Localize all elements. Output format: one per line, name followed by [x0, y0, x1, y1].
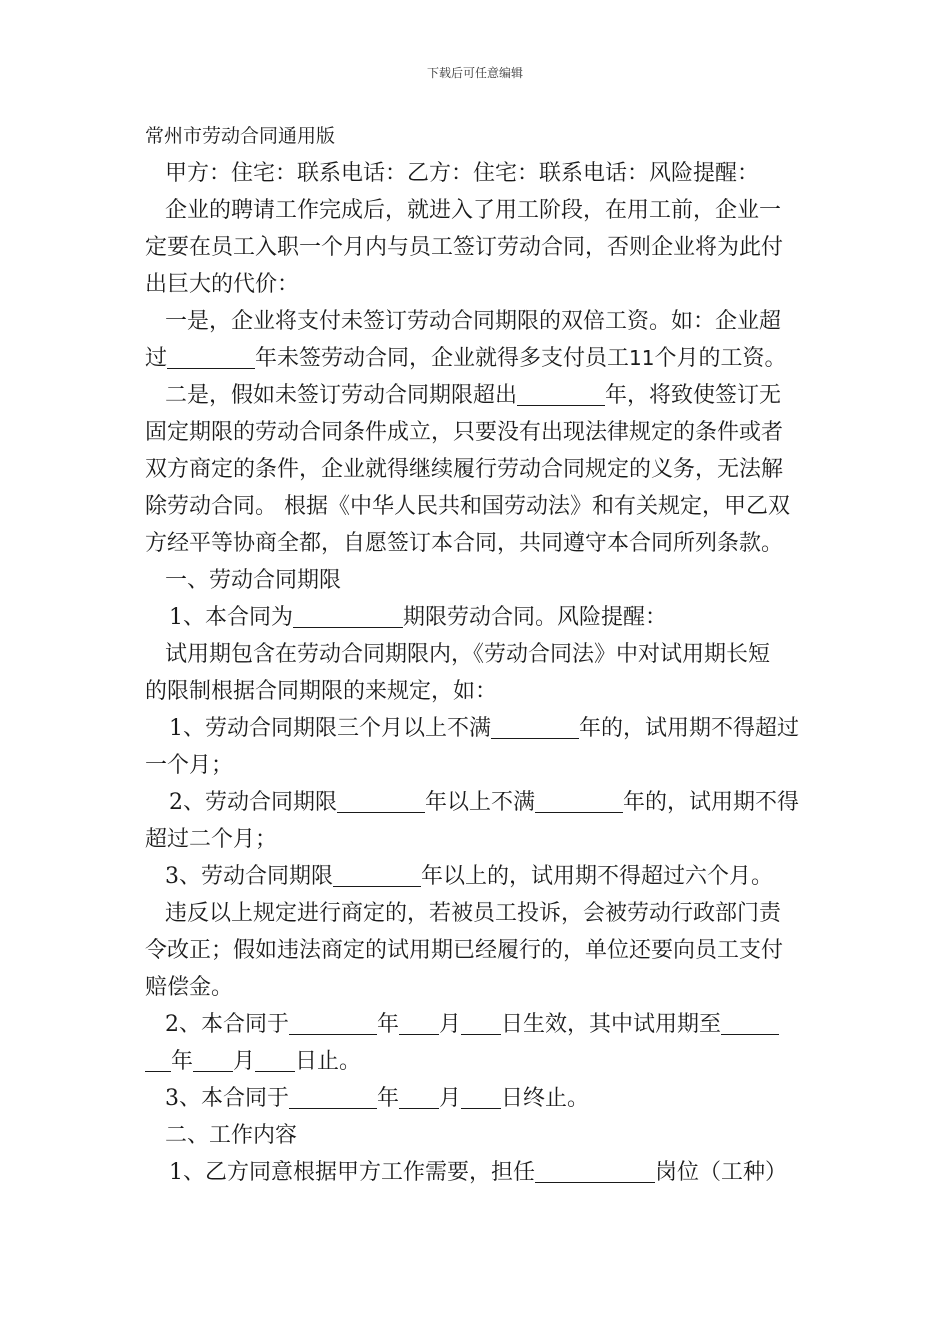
rule-2-line-1: [145, 784, 813, 821]
blank-field[interactable]: [145, 1047, 171, 1072]
blank-field[interactable]: [293, 603, 403, 628]
blank-field[interactable]: [535, 788, 623, 813]
blank-field[interactable]: [193, 1047, 233, 1072]
text-fragment: 月: [439, 1012, 462, 1037]
text-fragment: 年，将致使签订无: [605, 383, 782, 408]
section2-heading: 二、工作内容: [165, 1123, 298, 1148]
text-fragment: 2、本合同于: [165, 1012, 289, 1037]
text-fragment: 年: [171, 1049, 194, 1074]
violation-line-2: 令改正；假如违法商定的试用期已经履行的，单位还要向员工支付: [145, 938, 784, 963]
point2-line-3: 双方商定的条件，企业就得继续履行劳动合同规定的义务，无法解: [145, 457, 784, 482]
header-note: 下载后可任意编辑: [426, 66, 523, 80]
text-fragment: 月: [439, 1086, 462, 1111]
text-fragment: 3、劳动合同期限: [165, 864, 333, 889]
blank-field[interactable]: [461, 1010, 501, 1035]
probation-note-line-2: 的限制根据合同期限的来规定，如：: [145, 679, 498, 704]
intro-line-3: 出巨大的代价：: [145, 272, 300, 297]
rule-1-line-2: 一个月；: [145, 753, 234, 778]
text-fragment: 个月的工资。: [654, 346, 787, 371]
document-title: 常州市劳动合同通用版: [145, 125, 336, 147]
text-fragment: 日止。: [295, 1049, 362, 1074]
blank-field[interactable]: [399, 1084, 439, 1109]
text-fragment: 年: [377, 1012, 400, 1037]
text-fragment: 日生效，其中试用期至: [501, 1012, 722, 1037]
intro-line-2: 定要在员工入职一个月内与员工签订劳动合同，否则企业将为此付: [145, 235, 784, 260]
blank-field[interactable]: [333, 862, 421, 887]
point2-line-4: 除劳动合同。 根据《中华人民共和国劳动法》和有关规定，甲乙双: [145, 494, 790, 519]
clause-1-3: [145, 1080, 813, 1117]
blank-field[interactable]: [491, 714, 579, 739]
rule-2-line-2: 超过二个月；: [145, 827, 278, 852]
clause-2-1: [145, 1154, 813, 1191]
text-fragment: 1、劳动合同期限三个月以上不满: [169, 716, 491, 741]
text-fragment: 3、本合同于: [165, 1086, 289, 1111]
text-fragment: 年未签劳动合同，企业就得多支付员工: [255, 346, 630, 371]
text-fragment: 日终止。: [501, 1086, 590, 1111]
parties-line: 甲方：住宅：联系电话：乙方：住宅：联系电话：风险提醒：: [165, 161, 760, 186]
point1-line-1: 一是，企业将支付未签订劳动合同期限的双倍工资。如：企业超: [165, 309, 782, 334]
rule-3: [145, 858, 813, 895]
blank-field[interactable]: [289, 1084, 377, 1109]
number-text: 11: [629, 346, 655, 370]
clause-1-2-line-2: [145, 1043, 813, 1080]
blank-field[interactable]: [399, 1010, 439, 1035]
blank-field[interactable]: [517, 381, 605, 406]
violation-line-1: 违反以上规定进行商定的，若被员工投诉，会被劳动行政部门责: [165, 901, 782, 926]
text-fragment: 年以上不满: [425, 790, 536, 815]
point1-line-2: [145, 340, 813, 377]
blank-field[interactable]: [289, 1010, 377, 1035]
text-fragment: 年的，试用期不得: [623, 790, 800, 815]
point2-line-5: 方经平等协商全都，自愿签订本合同，共同遵守本合同所列条款。: [145, 531, 784, 556]
blank-field[interactable]: [337, 788, 425, 813]
text-fragment: 1、乙方同意根据甲方工作需要，担任: [169, 1160, 535, 1185]
blank-field[interactable]: [535, 1158, 655, 1183]
document-body: [145, 118, 813, 1191]
clause-1-2-line-1: [145, 1006, 813, 1043]
blank-field[interactable]: [721, 1010, 779, 1035]
point2-line-1: [145, 377, 813, 414]
text-fragment: 年以上的，试用期不得超过六个月。: [421, 864, 774, 889]
clause-1-1: [145, 599, 813, 636]
blank-field[interactable]: [255, 1047, 295, 1072]
text-fragment: 过: [145, 346, 168, 371]
blank-field[interactable]: [167, 344, 255, 369]
rule-1-line-1: [145, 710, 813, 747]
text-fragment: 月: [233, 1049, 256, 1074]
point2-line-2: 固定期限的劳动合同条件成立，只要没有出现法律规定的条件或者: [145, 420, 784, 445]
text-fragment: 1、本合同为: [169, 605, 293, 630]
probation-note-line-1: 试用期包含在劳动合同期限内，《劳动合同法》中对试用期长短: [165, 642, 771, 667]
section1-heading: 一、劳动合同期限: [165, 568, 342, 593]
intro-line-1: 企业的聘请工作完成后，就进入了用工阶段，在用工前，企业一: [165, 198, 782, 223]
blank-field[interactable]: [461, 1084, 501, 1109]
text-fragment: 二是，假如未签订劳动合同期限超出: [165, 383, 518, 408]
text-fragment: 年的，试用期不得超过: [579, 716, 800, 741]
violation-line-3: 赔偿金。: [145, 975, 234, 1000]
text-fragment: 岗位（工种）: [655, 1160, 788, 1185]
text-fragment: 年: [377, 1086, 400, 1111]
text-fragment: 2、劳动合同期限: [169, 790, 337, 815]
text-fragment: 期限劳动合同。风险提醒：: [403, 605, 668, 630]
